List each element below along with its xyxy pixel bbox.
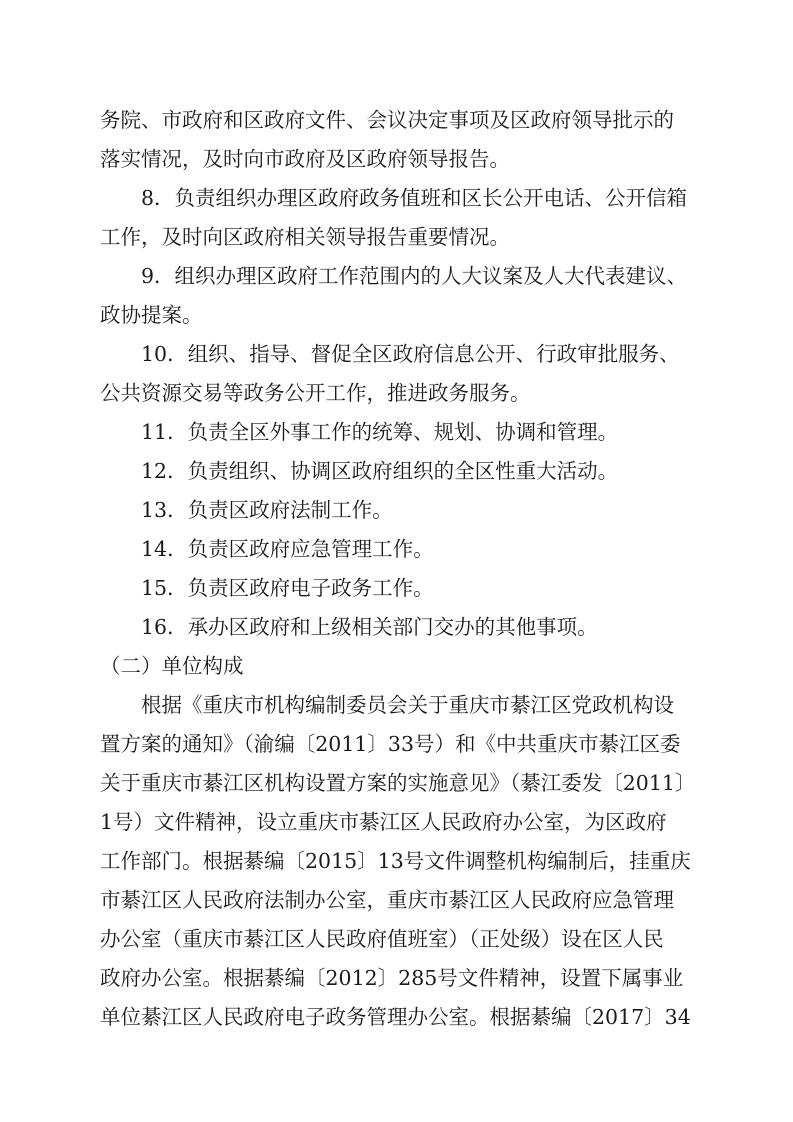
list-item-15: 15．负责区政府电子政务工作。 <box>141 576 434 600</box>
paragraph-line: 办公室（重庆市綦江区人民政府值班室）（正处级）设在区人民 <box>100 927 664 951</box>
text-line: 公共资源交易等政务公开工作，推进政务服务。 <box>100 381 531 405</box>
paragraph-line: 关于重庆市綦江区机构设置方案的实施意见》（綦江委发〔2011〕 <box>100 771 696 795</box>
list-item-9: 9．组织办理区政府工作范围内的人大议案及人大代表建议、 <box>141 264 688 288</box>
paragraph-line: 政府办公室。根据綦编〔2012〕285号文件精神，设置下属事业 <box>100 966 684 990</box>
text-line: 务院、市政府和区政府文件、会议决定事项及区政府领导批示的 <box>100 108 674 132</box>
list-item-16: 16．承办区政府和上级相关部门交办的其他事项。 <box>141 615 598 639</box>
section-heading: （二）单位构成 <box>100 654 244 678</box>
list-item-14: 14．负责区政府应急管理工作。 <box>141 537 434 561</box>
paragraph-line: 市綦江区人民政府法制办公室，重庆市綦江区人民政府应急管理 <box>100 888 674 912</box>
paragraph-line: 1号）文件精神，设立重庆市綦江区人民政府办公室，为区政府 <box>100 810 667 834</box>
list-item-11: 11．负责全区外事工作的统筹、规划、协调和管理。 <box>141 420 619 444</box>
text-line: 工作，及时向区政府相关领导报告重要情况。 <box>100 225 510 249</box>
paragraph-line: 单位綦江区人民政府电子政务管理办公室。根据綦编〔2017〕34 <box>100 1005 691 1029</box>
list-item-13: 13．负责区政府法制工作。 <box>141 498 393 522</box>
paragraph-line: 根据《重庆市机构编制委员会关于重庆市綦江区党政机构设 <box>141 693 674 717</box>
list-item-10: 10．组织、指导、督促全区政府信息公开、行政审批服务、 <box>141 342 680 366</box>
text-line: 政协提案。 <box>100 303 203 327</box>
list-item-8: 8．负责组织办理区政府政务值班和区长公开电话、公开信箱 <box>141 186 688 210</box>
paragraph-line: 置方案的通知》（渝编〔2011〕33号）和《中共重庆市綦江区委 <box>100 732 681 756</box>
text-line: 落实情况，及时向市政府及区政府领导报告。 <box>100 147 510 171</box>
paragraph-line: 工作部门。根据綦编〔2015〕13号文件调整机构编制后，挂重庆 <box>100 849 691 873</box>
list-item-12: 12．负责组织、协调区政府组织的全区性重大活动。 <box>141 459 619 483</box>
